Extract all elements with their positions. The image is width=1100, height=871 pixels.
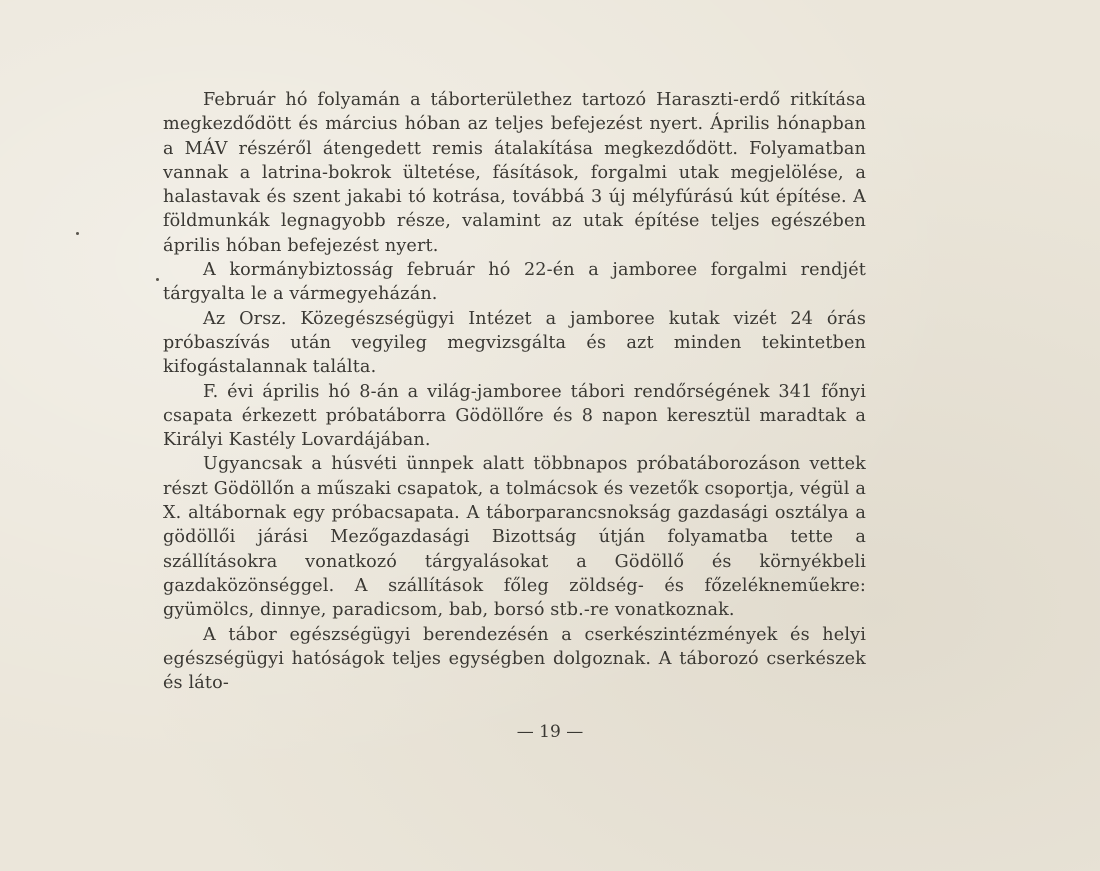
paragraph-4: F. évi április hó 8-án a világ-jamboree tábori rendőrségének 341 főnyi csapata érkezett próbatáborra Gödöllőre és 8 napon keresztül maradtak a Királyi Kastély Lovardájában. [163, 381, 866, 451]
page-number: — 19 — [516, 722, 584, 742]
print-speck [76, 232, 79, 235]
paragraph-3: Az Orsz. Közegészségügyi Intézet a jamboree kutak vizét 24 órás próbaszívás után vegyileg megvizsgálta és azt minden tekintetben kifogástalannak találta. [163, 308, 866, 378]
body-text [163, 88, 866, 695]
paragraph-1: Február hó folyamán a táborterülethez tartozó Haraszti-erdő ritkítása megkezdődött és március hóban az teljes befejezést nyert. Április hónapban a MÁV részéről átengedett remis átalakítása megkezdődött. Folyamatban vannak a latrina-bokrok ültetése, fásítások, forgalmi utak megjelölése, a halastavak és szent jakabi tó kotrása, továbbá 3 új mélyfúrású kút építése. A földmunkák legnagyobb része, valamint az utak építése teljes egészében április hóban befejezést nyert. [163, 90, 866, 256]
print-speck [156, 278, 159, 281]
paragraph-2: A kormánybiztosság február hó 22-én a jamboree forgalmi rendjét tárgyalta le a vármegyeházán. [163, 260, 866, 305]
paragraph-5: Ugyancsak a húsvéti ünnpek alatt többnapos próbatáborozáson vettek részt Gödöllőn a műszaki csapatok, a tolmácsok és vezetők csoportja, végül a X. altábornak egy próbacsapata. A táborparancsnokság gazdasági osztálya a gödöllői járási Mezőgazdasági Bizottság útján folyamatba tette a szállításokra vonatkozó tárgyalásokat a Gödöllő és környékbeli gazdaközönséggel. A szállítások főleg zöldség- és főzelékneműekre: gyümölcs, dinnye, paradicsom, bab, borsó stb.-re vonatkoznak. [163, 454, 866, 621]
paragraph-6: A tábor egészségügyi berendezésén a cserkészintézmények és helyi egészségügyi hatóságok teljes egységben dolgoznak. A táborozó cserkészek és láto- [163, 624, 866, 694]
